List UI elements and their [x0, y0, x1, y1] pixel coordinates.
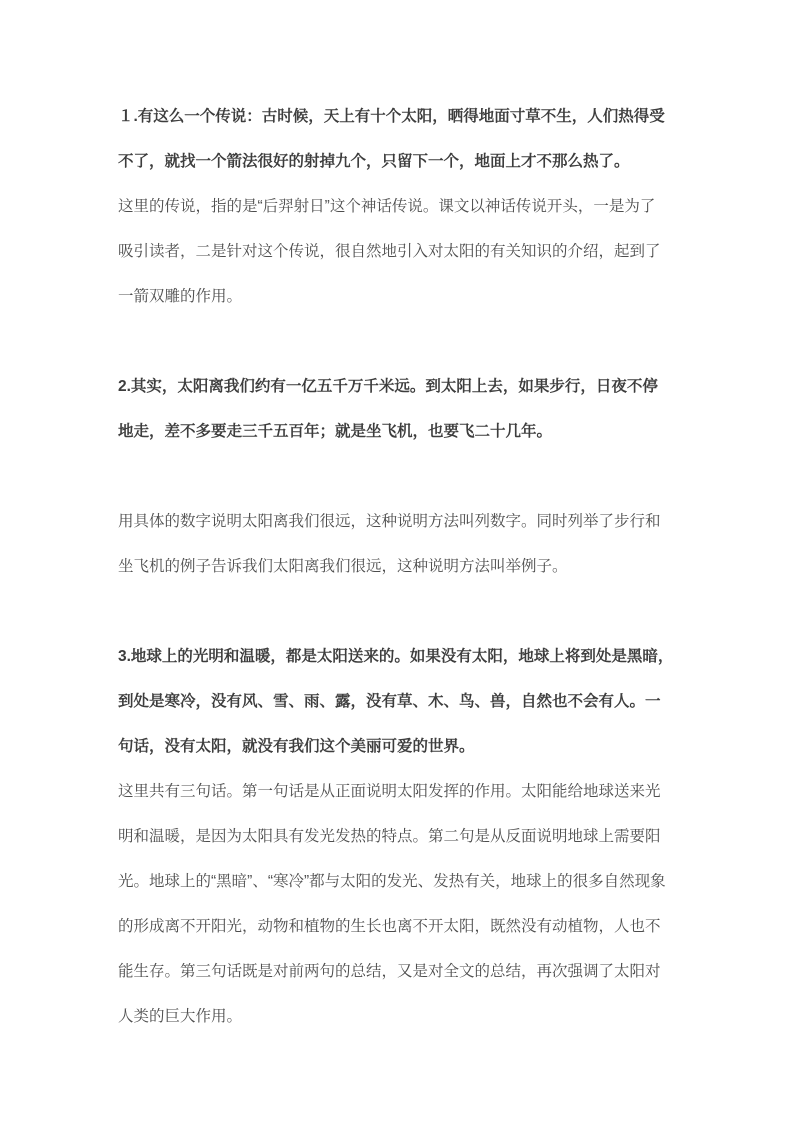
text-line: 不了，就找一个箭法很好的射掉九个，只留下一个，地面上才不那么热了。 [118, 153, 630, 170]
text-line: １.有这么一个传说：古时候，天上有十个太阳，晒得地面寸草不生，人们热得受 [118, 108, 665, 125]
text-line: 地走，差不多要走三千五百年；就是坐飞机，也要飞二十几年。 [118, 423, 553, 440]
paragraph-quote-3 [118, 634, 678, 769]
text-line: 3.地球上的光明和温暖，都是太阳送来的。如果没有太阳，地球上将到处是黑暗， [118, 648, 674, 665]
text-line: 能生存。第三句话既是对前两句的总结，又是对全文的总结，再次强调了太阳对 [118, 963, 661, 980]
paragraph-commentary-2 [118, 499, 678, 589]
paragraph-commentary-1 [118, 184, 678, 319]
text-line: 明和温暖，是因为太阳具有发光发热的特点。第二句是从反面说明地球上需要阳 [118, 828, 661, 845]
text-line: 的形成离不开阳光，动物和植物的生长也离不开太阳，既然没有动植物，人也不 [118, 918, 661, 935]
text-line: 2.其实，太阳离我们约有一亿五千万千米远。到太阳上去，如果步行，日夜不停 [118, 378, 658, 395]
text-line: 句话，没有太阳，就没有我们这个美丽可爱的世界。 [118, 738, 475, 755]
text-line: 这里的传说，指的是“后羿射日”这个神话传说。课文以神话传说开头，一是为了 [118, 198, 656, 215]
text-line: 到处是寒冷，没有风、雪、雨、露，没有草、木、鸟、兽，自然也不会有人。一 [118, 693, 661, 710]
document-body [118, 94, 678, 1039]
text-line: 一箭双雕的作用。 [118, 288, 243, 305]
text-line: 人类的巨大作用。 [118, 1008, 243, 1025]
paragraph-commentary-3 [118, 769, 678, 1039]
text-line: 光。地球上的“黑暗”、“寒冷”都与太阳的发光、发热有关，地球上的很多自然现象 [118, 873, 666, 890]
text-line: 坐飞机的例子告诉我们太阳离我们很远，这种说明方法叫举例子。 [118, 558, 568, 575]
paragraph-quote-2 [118, 364, 678, 454]
text-line: 用具体的数字说明太阳离我们很远，这种说明方法叫列数字。同时列举了步行和 [118, 513, 661, 530]
text-line: 吸引读者，二是针对这个传说，很自然地引入对太阳的有关知识的介绍，起到了 [118, 243, 661, 260]
paragraph-quote-1 [118, 94, 678, 184]
text-line: 这里共有三句话。第一句话是从正面说明太阳发挥的作用。太阳能给地球送来光 [118, 783, 661, 800]
